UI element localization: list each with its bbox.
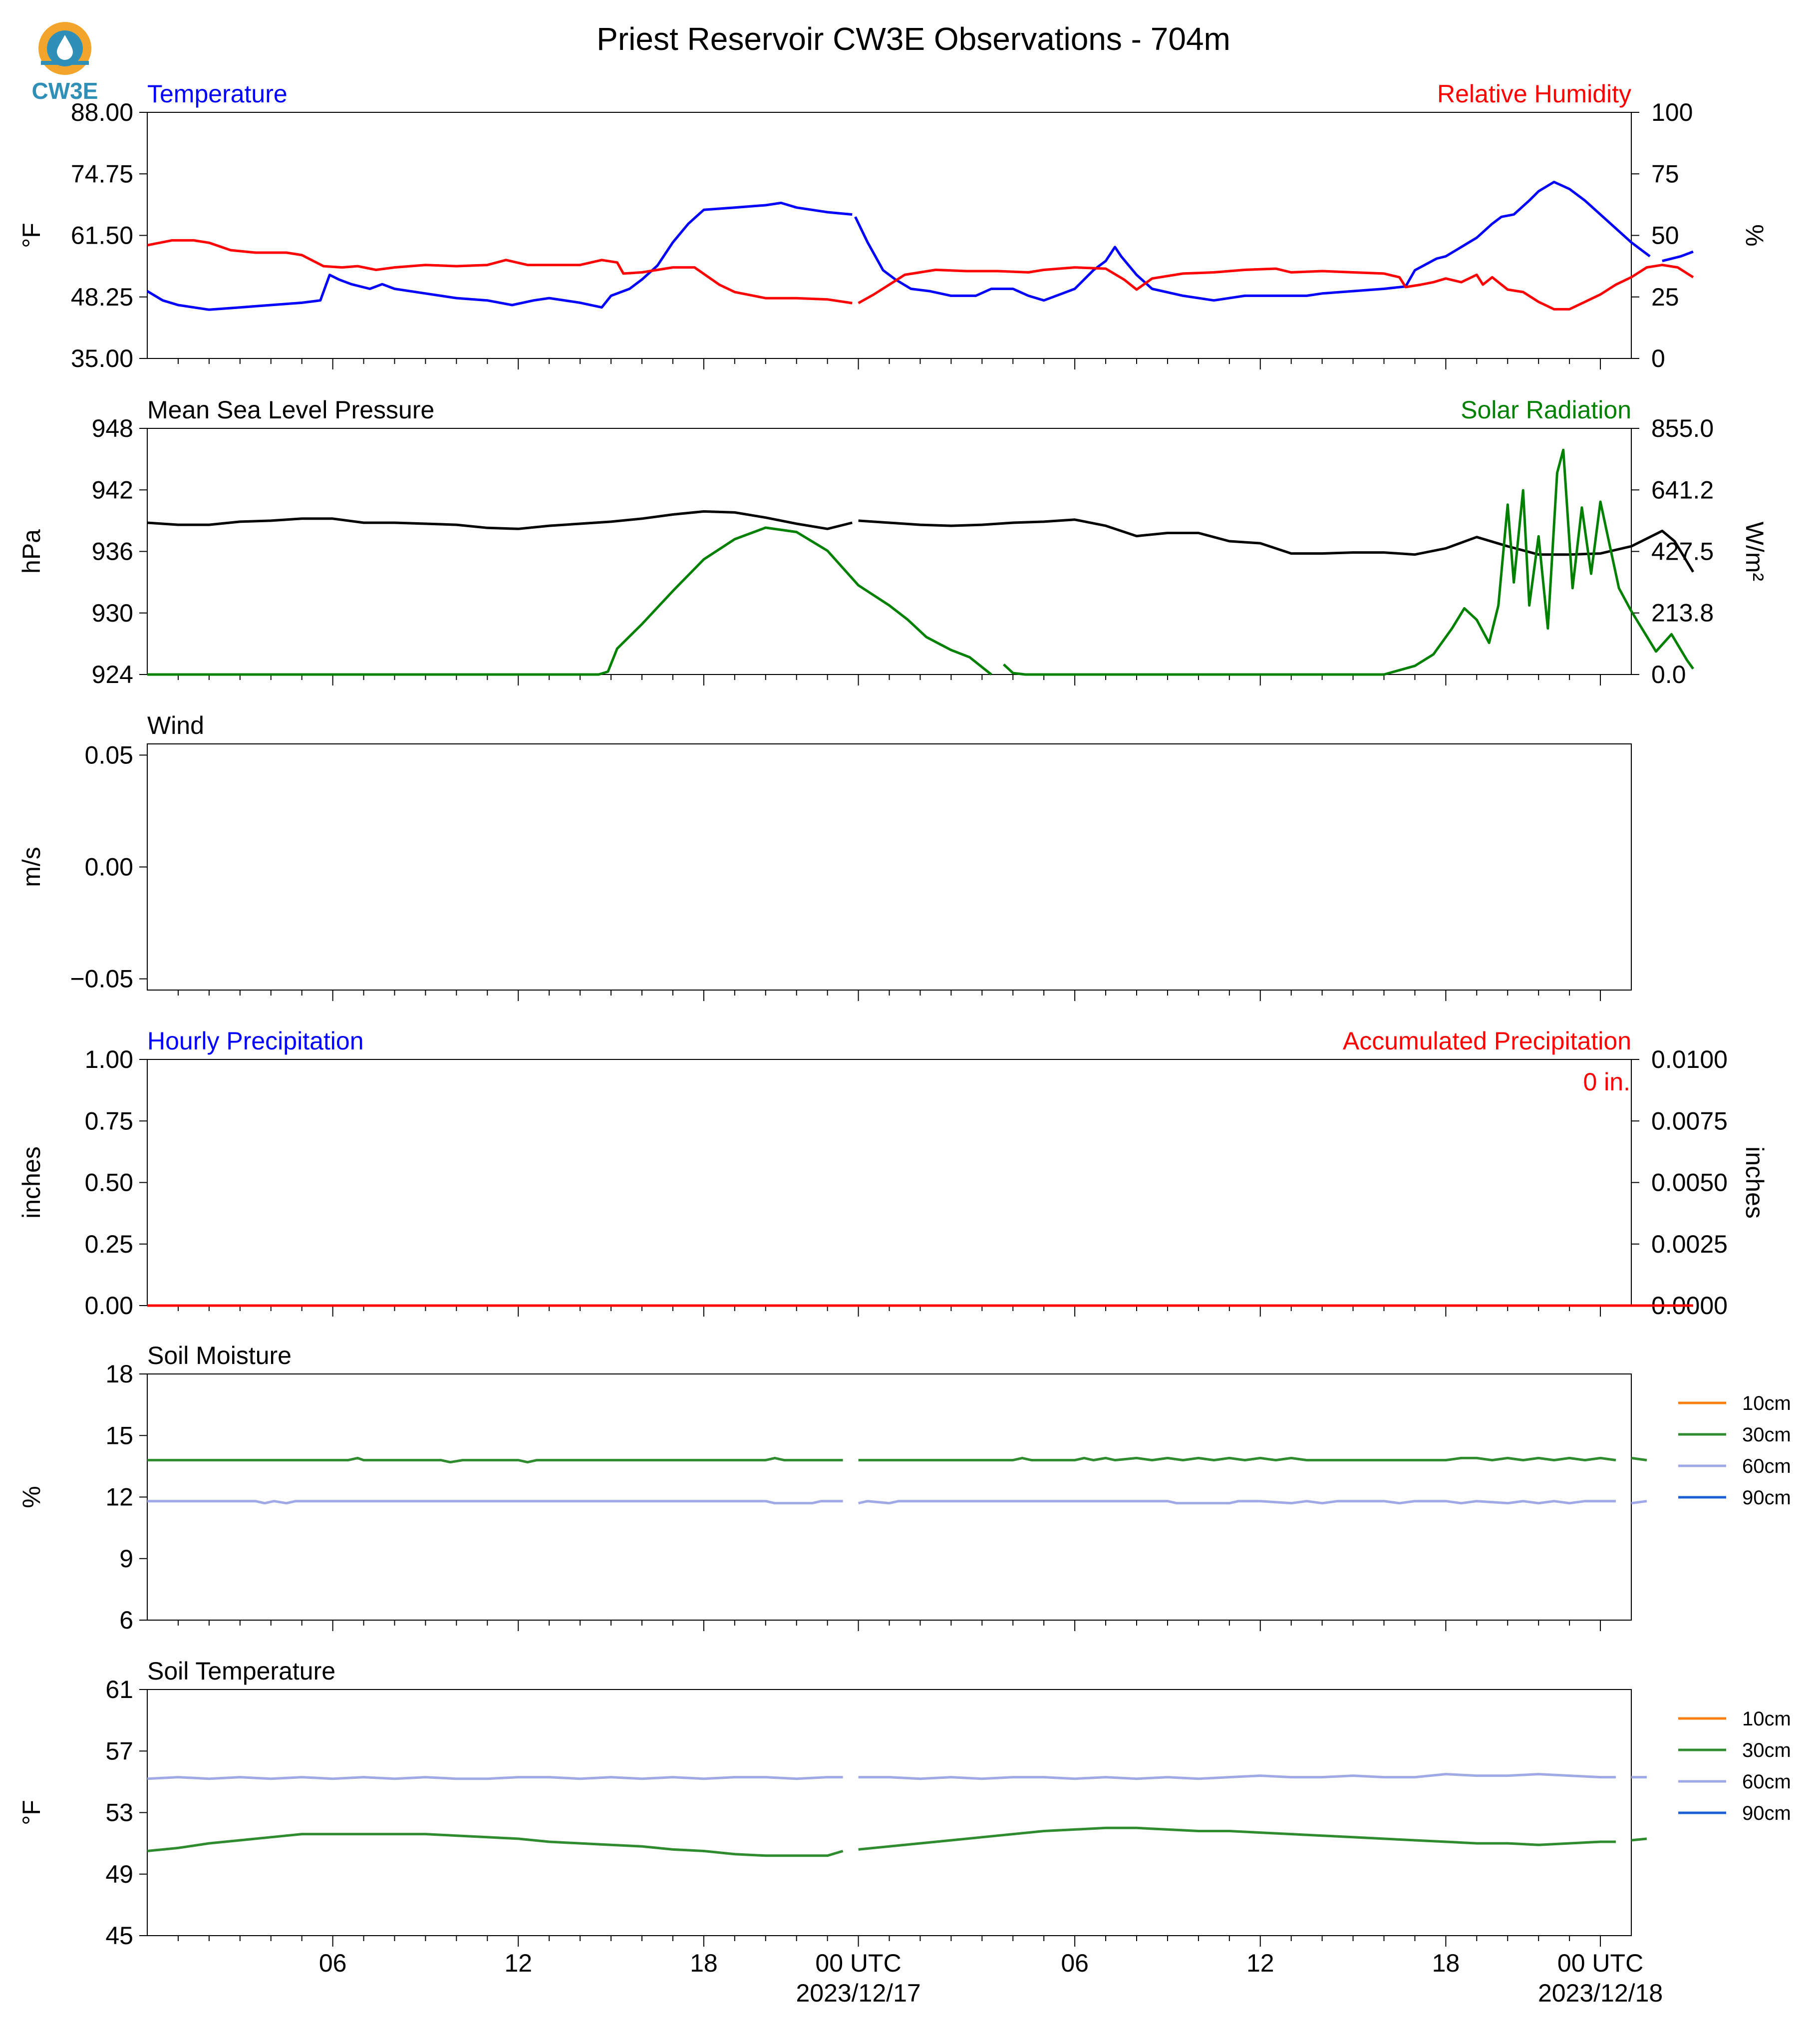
y-tick-label-right: 0.0 <box>1651 661 1686 688</box>
y-tick-label: 0.75 <box>84 1107 133 1135</box>
x-tick-label: 12 <box>504 1949 533 1977</box>
y-tick-label: 15 <box>105 1421 133 1450</box>
x-date-label: 2023/12/18 <box>1537 1979 1663 2007</box>
y-tick-label-right: 0.0025 <box>1651 1230 1728 1258</box>
y-tick-label: 35.00 <box>70 344 133 372</box>
y-tick-label-right: 0.0100 <box>1651 1045 1728 1073</box>
y-axis-label-right: inches <box>1741 1146 1769 1219</box>
panel-title-right: Relative Humidity <box>1437 80 1631 108</box>
y-tick-label-right: 427.5 <box>1651 537 1714 566</box>
x-tick-label: 06 <box>318 1949 347 1977</box>
series-line-soil_30cm <box>1631 1839 1647 1840</box>
legend-label: 90cm <box>1742 1487 1791 1509</box>
x-tick-label: 00 UTC <box>1557 1949 1644 1977</box>
figure-title: Priest Reservoir CW3E Observations - 704m <box>597 21 1230 57</box>
y-tick-label: 0.50 <box>84 1168 133 1197</box>
x-tick-label: 18 <box>1432 1949 1460 1977</box>
y-tick-label-right: 0.0050 <box>1651 1168 1728 1197</box>
panel-title-left: Mean Sea Level Pressure <box>147 396 435 424</box>
y-axis-label-right: W/m² <box>1741 521 1769 582</box>
y-tick-label: 930 <box>91 599 133 627</box>
y-tick-label: 924 <box>91 661 133 688</box>
panel-title-right: Solar Radiation <box>1461 396 1631 424</box>
panel-title-right: Accumulated Precipitation <box>1342 1027 1631 1055</box>
y-tick-label: −0.05 <box>70 965 133 993</box>
accumulated-annotation: 0 in. <box>1583 1068 1630 1096</box>
legend-label: 10cm <box>1742 1392 1791 1414</box>
y-tick-label: 1.00 <box>84 1045 133 1073</box>
y-tick-label: 0.00 <box>84 853 133 881</box>
legend-label: 90cm <box>1742 1802 1791 1824</box>
y-tick-label: 74.75 <box>70 160 133 188</box>
y-axis-label-left: m/s <box>17 847 45 887</box>
y-tick-label: 6 <box>119 1606 133 1634</box>
x-tick-label: 12 <box>1246 1949 1274 1977</box>
y-tick-label: 53 <box>105 1798 133 1827</box>
y-tick-label: 61 <box>105 1676 133 1703</box>
y-tick-label: 0.00 <box>84 1292 133 1320</box>
y-tick-label: 61.50 <box>70 221 133 250</box>
y-tick-label: 9 <box>119 1544 133 1573</box>
x-date-label: 2023/12/17 <box>796 1979 921 2007</box>
y-tick-label-right: 100 <box>1651 98 1693 126</box>
logo-wave <box>41 61 89 65</box>
y-tick-label-right: 75 <box>1651 160 1679 188</box>
x-tick-label: 18 <box>690 1949 718 1977</box>
y-tick-label: 942 <box>91 476 133 504</box>
y-tick-label: 948 <box>91 414 133 442</box>
y-axis-label-left: °F <box>17 223 45 248</box>
logo-text: CW3E <box>31 78 98 104</box>
legend-label: 10cm <box>1742 1708 1791 1730</box>
y-tick-label: 12 <box>105 1483 133 1511</box>
legend-label: 30cm <box>1742 1424 1791 1446</box>
y-tick-label-right: 641.2 <box>1651 476 1714 504</box>
x-tick-label: 06 <box>1061 1949 1089 1977</box>
y-tick-label: 49 <box>105 1860 133 1888</box>
x-tick-label: 00 UTC <box>815 1949 902 1977</box>
y-tick-label-right: 50 <box>1651 221 1679 250</box>
y-axis-label-left: hPa <box>17 529 45 574</box>
y-axis-label-left: % <box>17 1486 45 1508</box>
y-tick-label: 48.25 <box>70 283 133 311</box>
y-tick-label-right: 0.0075 <box>1651 1107 1728 1135</box>
panel-title-left: Soil Temperature <box>147 1657 336 1685</box>
y-tick-label: 45 <box>105 1922 133 1950</box>
y-tick-label: 0.25 <box>84 1230 133 1258</box>
panel-title-left: Hourly Precipitation <box>147 1027 364 1055</box>
legend-label: 60cm <box>1742 1455 1791 1477</box>
y-tick-label-right: 0 <box>1651 344 1665 372</box>
y-tick-label-right: 25 <box>1651 283 1679 311</box>
panel-title-left: Soil Moisture <box>147 1342 292 1369</box>
y-tick-label: 57 <box>105 1737 133 1765</box>
y-tick-label: 88.00 <box>70 98 133 126</box>
legend-label: 30cm <box>1742 1739 1791 1761</box>
panel-title-left: Wind <box>147 711 204 739</box>
y-axis-label-left: °F <box>17 1800 45 1825</box>
y-axis-label-right: % <box>1741 224 1769 247</box>
y-axis-label-left: inches <box>17 1146 45 1219</box>
y-tick-label-right: 213.8 <box>1651 599 1714 627</box>
panel-title-left: Temperature <box>147 80 288 108</box>
legend-label: 60cm <box>1742 1771 1791 1793</box>
y-tick-label: 0.05 <box>84 741 133 769</box>
y-tick-label: 936 <box>91 537 133 566</box>
y-tick-label-right: 855.0 <box>1651 414 1714 442</box>
y-tick-label-right: 0.0000 <box>1651 1292 1728 1320</box>
y-tick-label: 18 <box>105 1360 133 1388</box>
